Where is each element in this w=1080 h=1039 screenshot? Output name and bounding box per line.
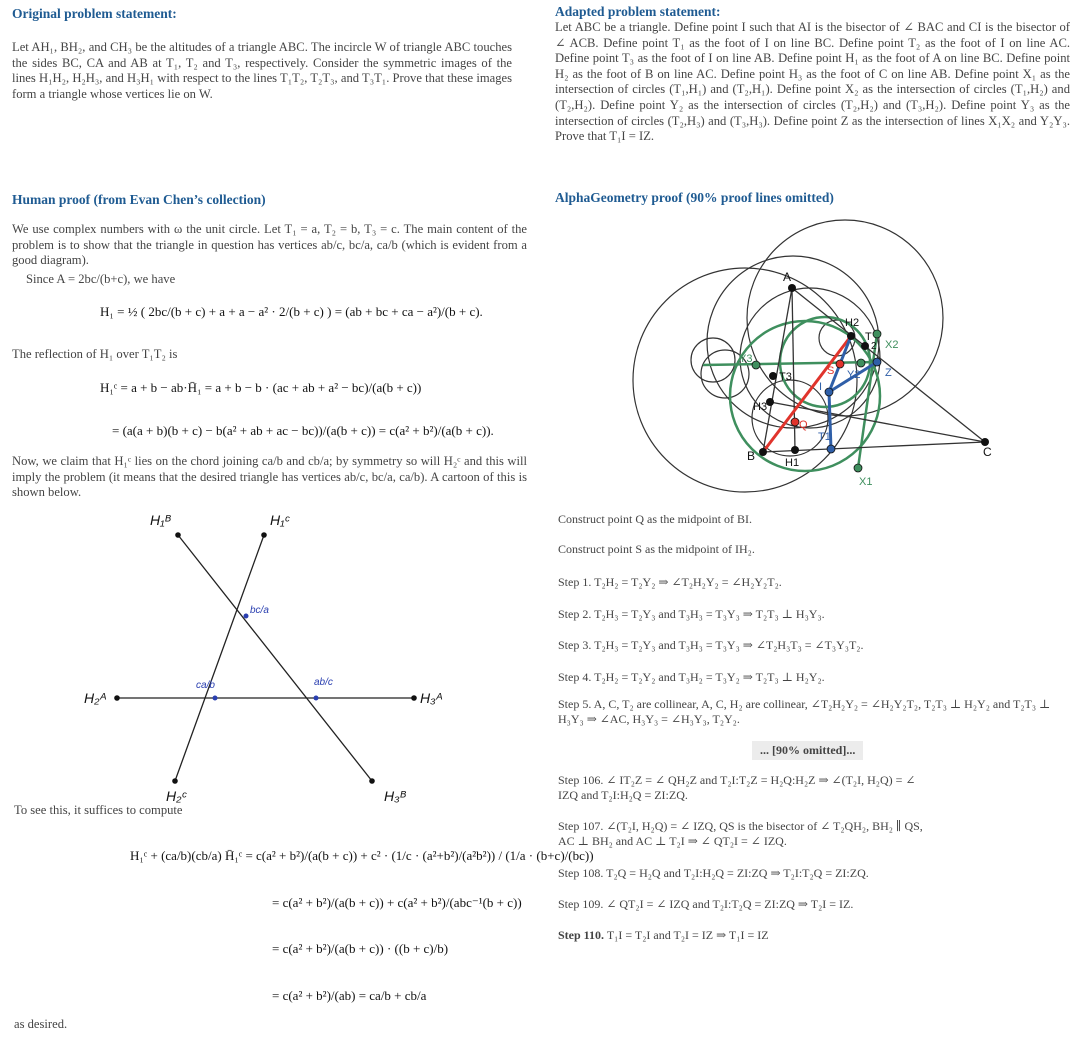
proof-intro: We use complex numbers with ω the unit circle. Let T₁ = a, T₂ = b, T₃ = c. The main content of the problem is to show that the triangle in question has vertices ab/c, bc/a, ca/b (which is evident from a good diagram). (12, 222, 527, 268)
equation-final-4: = c(a² + b²)/(ab) = ca/b + cb/a (272, 988, 427, 1003)
original-problem-text: Let AH₁, BH₂, and CH₃ be the altitudes of a triangle ABC. The incircle W of triangle ABC touches the sides BC, CA and AB at T₁, T₂ and T₃, respectively. Consider the symmetric images of the lines H₁H₂, H₂H₃, and H₃H₁ with respect to the lines T₁T₂, T₂T₃, and T₃T₁. Prove that these images form a triangle whose vertices lie on W. (12, 40, 512, 101)
point-q (791, 418, 799, 426)
equation-final-2: = c(a² + b²)/(a(b + c)) + c(a² + b²)/(abc⁻¹(b + c)) (272, 895, 522, 910)
step-107: Step 107. ∠(T₂I, H₂Q) = ∠ IZQ, QS is the bisector of ∠ T₂QH₂, BH₂ ∥ QS, AC ⊥ BH₂ and AC ⊥ T₂I ⇒ ∠ QT₂I = ∠ IZQ. (558, 819, 923, 848)
label-h1b: H₁ᴮ (150, 512, 171, 528)
point-y3 (752, 361, 760, 369)
step-106: Step 106. ∠ IT₂Z = ∠ QH₂Z and T₂I:T₂Z = H₂Q:H₂Z ⇒ ∠(T₂I, H₂Q) = ∠ IZQ and T₂I:H₂Q = ZI:ZQ. (558, 773, 916, 802)
line-y2y3 (703, 362, 877, 365)
step-110 (558, 928, 1008, 943)
label-h3: H3 (753, 401, 768, 413)
red-segment-bh2 (763, 336, 851, 452)
equation-reflection-2: = (a(a + b)(b + c) − b(a² + ab + ac − bc))/(a(b + c)) = c(a² + b²)/(a(b + c)). (112, 423, 494, 438)
equation-h1: H₁ = ½ ( 2bc/(b + c) + a + a − a² · 2/(b + c) ) = (ab + bc + ca − a²)/(b + c). (100, 304, 483, 319)
line-h1c-h2c (175, 535, 264, 781)
step-4: Step 4. T₂H₂ = T₂Y₂ and T₃H₂ = T₃Y₂ ⇒ T₂T₃ ⊥ H₂Y₂. (558, 670, 825, 684)
omitted-banner: ... [90% omitted]... (752, 741, 863, 760)
label-t2: 2 (871, 341, 877, 352)
step-109: Step 109. ∠ QT₂I = ∠ IZQ and T₂I:T₂Q = ZI:ZQ ⇒ T₂I = IZ. (558, 897, 854, 911)
original-problem-heading: Original problem statement: (12, 6, 177, 21)
equation-reflection-1: H₁ᶜ = a + b − ab·H̄₁ = a + b − b · (ac + ab + a² − bc)/(a(b + c)) (100, 380, 422, 395)
label-h3b: H₃ᴮ (384, 788, 407, 804)
point-t1 (827, 445, 835, 453)
step-3: Step 3. T₂H₃ = T₂Y₃ and T₃H₃ = T₃Y₃ ⇒ ∠T₂H₃T₃ = ∠T₃Y₃T₂. (558, 638, 864, 652)
adapted-problem-text: Let ABC be a triangle. Define point I such that AI is the bisector of ∠ BAC and CI is the bisector of ∠ ACB. Define point T₁ as the foot of I on line BC. Define point T₂ as the foot of I on line AC. Define point T₃ as the foot of I on line AB. Define point H₁ as the foot of A on line BC. Define point H₂ as the foot of B on line AC. Define point H₃ as the foot of C on line AB. Define point X₁ as the intersection of circles (T₁,H₁) and (T₂,H₁). Define point X₂ as the intersection of circles (T₁,H₂) and (T₂,H₂). Define point Y₂ as the intersection of circles (T₂,H₂) and (T₃,H₂). Define point Y₃ as the intersection of circles (T₂,H₃) and (T₃,H₃). Define point Z as the intersection of lines X₁X₂ and Y₂Y₃. Prove that T₁I = IZ. (555, 20, 1070, 144)
label-x1: X1 (859, 476, 873, 488)
equation-final-1: H₁ᶜ + (ca/b)(cb/a) H̄₁ᶜ = c(a² + b²)/(a(b + c)) + c² · (1/c · (a²+b²)/(a²b²)) / (1/a · (b+c)/(bc)) (130, 848, 594, 863)
label-x2: X2 (885, 339, 899, 351)
claim-text: Now, we claim that H₁ᶜ lies on the chord joining ca/b and cb/a; by symmetry so will H₂ᶜ and this will imply the problem (it means that the desired triangle has vertices ab/c, bc/a, ca/b). A cartoon of this is shown below. (12, 454, 527, 500)
label-z: Z (885, 367, 892, 379)
point-h2c (172, 778, 178, 784)
label-a: A (783, 270, 792, 284)
human-proof-heading: Human proof (from Evan Chen’s collection) (12, 192, 266, 207)
label-h2c: H₂ᶜ (166, 788, 187, 804)
point-y2 (857, 359, 865, 367)
construct-q: Construct point Q as the midpoint of BI. (558, 512, 752, 526)
point-h2a (114, 695, 120, 701)
circle-left (633, 268, 860, 492)
label-s: S (827, 365, 835, 377)
label-y2: Y2 (847, 369, 861, 381)
point-h1 (791, 446, 799, 454)
label-y3: Y3 (739, 353, 753, 365)
line-h1b-h3b (178, 535, 372, 781)
point-b (759, 448, 767, 456)
circle-small-t3 (691, 338, 735, 382)
step-110-text: T₁I = T₂I and T₂I = IZ ⇒ T₁I = IZ (606, 928, 769, 942)
label-b: B (747, 449, 756, 463)
point-ca-b (213, 696, 218, 701)
proof-since: Since A = 2bc/(b+c), we have (26, 272, 176, 286)
point-t2 (861, 342, 869, 350)
step-108: Step 108. T₂Q = H₂Q and T₂I:H₂Q = ZI:ZQ ⇒ T₂I:T₂Q = ZI:ZQ. (558, 866, 869, 880)
as-desired-text: as desired. (14, 1017, 68, 1031)
point-z (873, 358, 881, 366)
point-bc-a (244, 614, 249, 619)
label-q: Q (799, 419, 808, 431)
label-ab-c: ab/c (314, 677, 333, 688)
point-a (788, 284, 796, 292)
label-h2: H2 (845, 317, 860, 329)
point-s (836, 360, 844, 368)
label-t1: T1 (818, 431, 831, 443)
point-h1b (175, 532, 181, 538)
point-x1 (854, 464, 862, 472)
point-h1c (261, 532, 267, 538)
label-t2-prefix: T (865, 331, 872, 343)
point-x2 (873, 330, 881, 338)
adapted-problem-heading: Adapted problem statement: (555, 4, 721, 19)
reflection-text: The reflection of H₁ over T₁T₂ is (12, 347, 178, 361)
label-h1: H1 (785, 457, 800, 469)
label-h1c: H₁ᶜ (270, 512, 290, 528)
label-c: C (983, 445, 992, 459)
point-ab-c (314, 696, 319, 701)
step-1: Step 1. T₂H₂ = T₂Y₂ ⇒ ∠T₂H₂Y₂ = ∠H₂Y₂T₂. (558, 575, 782, 589)
point-h3a (411, 695, 417, 701)
side-ca (792, 288, 985, 442)
step-110-label: Step 110. (558, 928, 605, 942)
label-bc-a: bc/a (250, 605, 269, 616)
equation-final-3: = c(a² + b²)/(a(b + c)) · ((b + c)/b) (272, 941, 449, 956)
point-h3b (369, 778, 375, 784)
cartoon-diagram (62, 505, 482, 805)
step-5: Step 5. A, C, T₂ are collinear, A, C, H₂ are collinear, ∠T₂H₂Y₂ = ∠H₂Y₂T₂, T₂T₃ ⊥ H₂Y₂ and T₂T₃ ⊥ H₃Y₃ ⇒ ∠AC, H₃Y₃ = ∠H₃Y₃, T₂Y₂. (558, 697, 1051, 726)
label-h2a: H₂ᴬ (84, 690, 107, 706)
point-i (825, 388, 833, 396)
point-h3 (766, 398, 774, 406)
point-h2 (847, 332, 855, 340)
label-i: I (819, 381, 823, 393)
alphageometry-heading: AlphaGeometry proof (90% proof lines omitted) (555, 190, 834, 205)
point-t3 (769, 372, 777, 380)
label-t3: T3 (779, 371, 792, 383)
suffices-text: To see this, it suffices to compute (14, 803, 183, 817)
construct-s: Construct point S as the midpoint of IH₂. (558, 542, 755, 556)
geometry-diagram (615, 210, 1015, 500)
step-2: Step 2. T₂H₃ = T₂Y₃ and T₃H₃ = T₃Y₃ ⇒ T₂T₃ ⊥ H₃Y₃. (558, 607, 825, 621)
label-h3a: H₃ᴬ (420, 690, 443, 706)
label-ca-b: ca/b (196, 680, 215, 691)
